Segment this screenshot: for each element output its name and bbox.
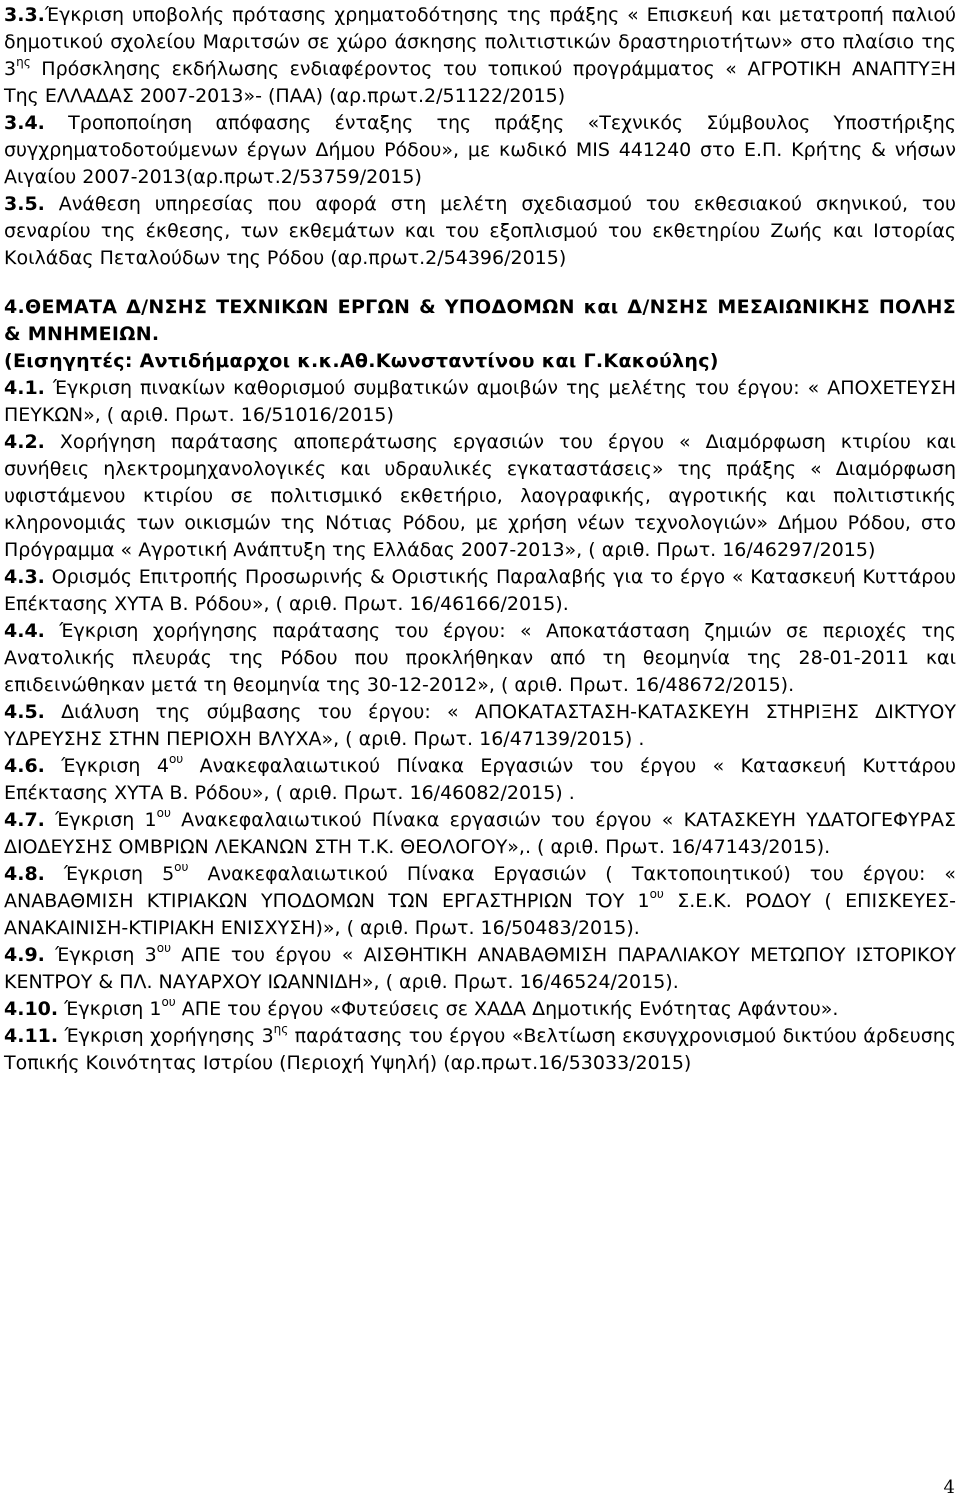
item-text: Διάλυση της σύμβασης του έργου: « ΑΠΟΚΑΤΑΣΤΑΣΗ-ΚΑΤΑΣΚΕΥΗ ΣΤΗΡΙΞΗΣ ΔΙΚΤΥΟΥ ΥΔΡΕΥΣΗΣ ΣΤΗΝ ΠΕΡΙΟΧΗ ΒΛΥΧΑ», ( αριθ. Πρωτ. 16/47139/2015) . bbox=[4, 701, 956, 750]
item-number: 4.11. bbox=[4, 1025, 59, 1047]
item-text: Έγκριση 1 bbox=[58, 998, 162, 1020]
item-text-cont: Σ.Ε.Κ. ΡΟΔΟΥ ( ΕΠΙΣΚΕΥΕΣ-ΑΝΑΚΑΙΝΙΣΗ-ΚΤΙΡΙΑΚΗ ΕΝΙΣΧΥΣΗ)», ( αριθ. Πρωτ. 16/50483/2015). bbox=[4, 890, 956, 939]
agenda-item-4-3 bbox=[4, 564, 956, 618]
agenda-item-4-5 bbox=[4, 699, 956, 753]
item-number: 4.1. bbox=[4, 377, 45, 399]
ordinal-suffix: ης bbox=[16, 54, 31, 69]
agenda-item-4-4 bbox=[4, 618, 956, 699]
item-number: 4.4. bbox=[4, 620, 45, 642]
item-text-cont: παράτασης του έργου «Βελτίωση εκσυγχρονισμού δικτύου άρδευσης Τοπικής Κοινότητας Ιστρίου (Περιοχή Υψηλή) (αρ.πρωτ.16/53033/2015) bbox=[4, 1025, 956, 1074]
item-number: 4.2. bbox=[4, 431, 45, 453]
item-text-cont: Ανακεφαλαιωτικού Πίνακα Εργασιών ( Τακτοποιητικού) του έργου: « ΑΝΑΒΑΘΜΙΣΗ ΚΤΙΡΙΑΚΩΝ ΥΠΟΔΟΜΩΝ ΤΩΝ ΕΡΓΑΣΤΗΡΙΩΝ ΤΟΥ 1 bbox=[4, 863, 957, 912]
agenda-item-4-2 bbox=[4, 429, 956, 564]
section-spacer bbox=[4, 272, 956, 294]
item-text: Έγκριση χορήγησης παράτασης του έργου: « Αποκατάσταση ζημιών σε περιοχές της Ανατολικής πλευράς της Ρόδου που προκλήθηκαν από τη θεομηνία της 28-01-2011 και επιδεινώθηκαν μετά τη θεομηνία της 30-12-2012», ( αριθ. Πρωτ. 16/48672/2015). bbox=[4, 620, 956, 696]
ordinal-suffix: ου bbox=[649, 886, 664, 901]
item-text-cont: ΑΠΕ του έργου « ΑΙΣΘΗΤΙΚΗ ΑΝΑΒΑΘΜΙΣΗ ΠΑΡΑΛΙΑΚΟΥ ΜΕΤΩΠΟΥ ΙΣΤΟΡΙΚΟΥ ΚΕΝΤΡΟΥ & ΠΛ. ΝΑΥΑΡΧΟΥ ΙΩΑΝΝΙΔΗ», ( αριθ. Πρωτ. 16/46524/2015). bbox=[4, 944, 956, 993]
ordinal-suffix: ου bbox=[174, 859, 189, 874]
agenda-item-4-8 bbox=[4, 861, 956, 942]
item-number: 3.5. bbox=[4, 193, 45, 215]
item-text-cont: ΑΠΕ του έργου «Φυτεύσεις σε ΧΑΔΑ Δημοτικής Ενότητας Αφάντου». bbox=[175, 998, 839, 1020]
agenda-item-4-9 bbox=[4, 942, 956, 996]
ordinal-suffix: ου bbox=[156, 940, 172, 955]
item-text: Ορισμός Επιτροπής Προσωρινής & Οριστικής Παραλαβής για το έργο « Κατασκευή Κυττάρου Επέκτασης ΧΥΤΑ Β. Ρόδου», ( αριθ. Πρωτ. 16/46166/2015). bbox=[4, 566, 956, 615]
item-text-cont: Ανακεφαλαιωτικού Πίνακα Εργασιών του έργου « Κατασκευή Κυττάρου Επέκτασης ΧΥΤΑ Β. Ρόδου», ( αριθ. Πρωτ. 16/46082/2015) . bbox=[4, 755, 957, 804]
agenda-item-3-4 bbox=[4, 110, 956, 191]
item-number: 3.4. bbox=[4, 112, 45, 134]
item-text: Έγκριση υποβολής πρότασης χρηματοδότησης της πράξης « Επισκευή και μετατροπή παλιού δημοτικού σχολείου Μαριτσών σε χώρο άσκησης πολιτιστικών δραστηριοτήτων» στο πλαίσιο της 3 bbox=[4, 4, 956, 80]
agenda-item-4-11 bbox=[4, 1023, 956, 1077]
agenda-item-3-3 bbox=[4, 2, 956, 110]
ordinal-suffix: ου bbox=[156, 805, 171, 820]
item-text: Έγκριση 3 bbox=[44, 944, 157, 966]
agenda-item-4-10 bbox=[4, 996, 956, 1023]
item-text: Έγκριση 5 bbox=[44, 863, 175, 885]
section-4-rapporteurs: (Εισηγητές: Αντιδήμαρχοι κ.κ.Αθ.Κωνσταντίνου και Γ.Κακούλης) bbox=[4, 350, 719, 372]
item-number: 4.3. bbox=[4, 566, 45, 588]
item-number: 4.7. bbox=[4, 809, 45, 831]
agenda-item-4-7 bbox=[4, 807, 956, 861]
ordinal-suffix: ου bbox=[168, 751, 184, 766]
item-text: Έγκριση πινακίων καθορισμού συμβατικών αμοιβών της μελέτης του έργου: « ΑΠΟΧΕΤΕΥΣΗ ΠΕΥΚΩΝ», ( αριθ. Πρωτ. 16/51016/2015) bbox=[4, 377, 956, 426]
item-text: Έγκριση 1 bbox=[44, 809, 157, 831]
item-text: Έγκριση 4 bbox=[44, 755, 169, 777]
item-number: 4.10. bbox=[4, 998, 59, 1020]
item-text-cont: Ανακεφαλαιωτικού Πίνακα εργασιών του έργου « ΚΑΤΑΣΚΕΥΗ ΥΔΑΤΟΓΕΦΥΡΑΣ ΔΙΟΔΕΥΣΗΣ ΟΜΒΡΙΩΝ ΛΕΚΑΝΩΝ ΣΤΗ Τ.Κ. ΘΕΟΛΟΓΟΥ»,. ( αριθ. Πρωτ. 16/47143/2015). bbox=[4, 809, 956, 858]
item-number: 4.6. bbox=[4, 755, 45, 777]
item-text-cont: Πρόσκλησης εκδήλωσης ενδιαφέροντος του τοπικού προγράμματος « ΑΓΡΟΤΙΚΗ ΑΝΑΠΤΥΞΗ Της ΕΛΛΑΔΑΣ 2007-2013»- (ΠΑΑ) (αρ.πρωτ.2/51122/2015) bbox=[4, 58, 956, 107]
item-number: 4.9. bbox=[4, 944, 45, 966]
agenda-item-3-5 bbox=[4, 191, 956, 272]
item-text: Ανάθεση υπηρεσίας που αφορά στη μελέτη σχεδιασμού του εκθεσιακού σκηνικού, του σεναρίου της έκθεσης, των εκθεμάτων και του εξοπλισμού του εκθετηρίου Ζωής και Ιστορίας Κοιλάδας Πεταλούδων της Ρόδου (αρ.πρωτ.2/54396/2015) bbox=[4, 193, 956, 269]
agenda-item-4-6 bbox=[4, 753, 956, 807]
ordinal-suffix: ης bbox=[273, 1021, 289, 1036]
item-number: 3.3. bbox=[4, 4, 45, 26]
ordinal-suffix: ου bbox=[161, 994, 176, 1009]
page-number: 4 bbox=[943, 1477, 955, 1498]
agenda-item-4-1 bbox=[4, 375, 956, 429]
item-number: 4.8. bbox=[4, 863, 45, 885]
item-text: Τροποποίηση απόφασης ένταξης της πράξης «Τεχνικός Σύμβουλος Υποστήριξης συγχρηματοδοτούμενων έργων Δήμου Ρόδου», με κωδικό MIS 441240 στο Ε.Π. Κρήτης & νήσων Αιγαίου 2007-2013(αρ.πρωτ.2/53759/2015) bbox=[4, 112, 956, 188]
item-text: Χορήγηση παράτασης αποπεράτωσης εργασιών του έργου « Διαμόρφωση κτιρίου και συνήθεις ηλεκτρομηχανολογικές και υδραυλικές εγκαταστάσεις» της πράξης « Διαμόρφωση υφιστάμενου κτιρίου σε πολιτισμικό εκθετήριο, λαογραφικής, αγροτικής και πολιτιστικής κληρονομιάς των οικισμών της Νότιας Ρόδου, με χρήση νέων τεχνολογιών» Δήμου Ρόδου, στο Πρόγραμμα « Αγροτική Ανάπτυξη της Ελλάδας 2007-2013», ( αριθ. Πρωτ. 16/46297/2015) bbox=[4, 431, 956, 561]
section-4-heading: 4.ΘΕΜΑΤΑ Δ/ΝΣΗΣ ΤΕΧΝΙΚΩΝ ΕΡΓΩΝ & ΥΠΟΔΟΜΩΝ και Δ/ΝΣΗΣ ΜΕΣΑΙΩΝΙΚΗΣ ΠΟΛΗΣ & ΜΝΗΜΕΙΩΝ. bbox=[4, 296, 956, 345]
document-page bbox=[4, 2, 956, 1077]
item-number: 4.5. bbox=[4, 701, 45, 723]
item-text: Έγκριση χορήγησης 3 bbox=[58, 1025, 274, 1047]
